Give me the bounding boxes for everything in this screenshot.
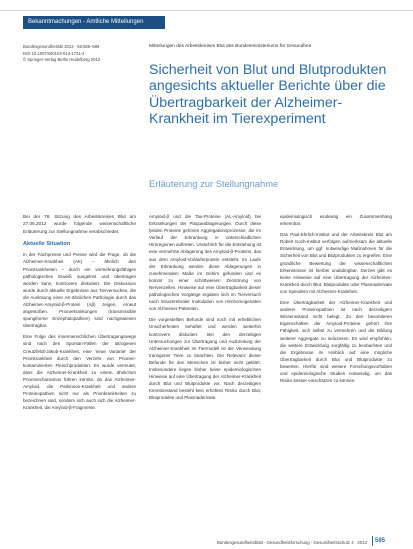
- journal-footer: Bundesgesundheitsblatt - Gesundheitsforschung - Gesundheitsschutz 4 · 2013: [216, 540, 367, 545]
- top-rule: [0, 0, 413, 11]
- section-heading: Aktuelle Situation: [23, 241, 71, 248]
- article-meta: [23, 44, 131, 64]
- document-header: Mitteilungen des Arbeitskreises Blut des Bundesministeriums für Gesundheit: [149, 44, 312, 49]
- body-paragraph: Das Paul-Ehrlich-Institut und der Arbeitskreis Blut am Robert Koch-Institut verfolgen aufmerksam die aktuelle Entwicklung, um ggf. notwendige Maßnahmen für die Sicherheit von Blut und Blutprodukten zu ergreifen. Eine gründliche Bewertung der wissenschaftlichen Erkenntnisse ist hierbei unabdingbar. Derzeit gibt es keine Hinweise auf eine Übertragung der Alzheimer-Krankheit durch Blut, Blutprodukte oder Plasmaderivate von Spendern mit Alzheimer-Krankheit.: [280, 232, 392, 294]
- body-paragraph: Amyloid-β und die Tau-Proteine (AL-Amyloid) bei Erkrankungen der Plaqueablagerungen. Durch diese beiden Proteine gehören Aggregationsprozesse, die im Verlauf der Erkrankung in unterschiedlichen Hirnregionen auftreten. Ursächlich für die Entstehung ist eine vermehrte Ablagerung des Amyloid-β-Proteins, das aus dem Amyloid-Vorläuferprotein entsteht. Im Laufe der Erkrankung werden diese Ablagerungen in zunehmendem Maße im Gehirn gefunden und es kommt zu einer schrittweisen Zerstörung von Nervenzellen. Hinweise auf eine Übertragbarkeit dieser pathologischen Vorgänge ergaben sich im Tierversuch nach intrazerebraler Inokulation von Hirnhomogenaten von Alzheimer-Patienten.: [149, 214, 261, 312]
- text-column-3: [280, 213, 392, 531]
- article-subtitle: Erläuterung zur Stellungnahme: [149, 178, 279, 189]
- footer-divider: [372, 536, 373, 546]
- intro-paragraph: Bei der 78. Sitzung des Arbeitskreises Blut am 27.06.2012 wurde folgende wissenschaftliche Erläuterung zur Stellungnahme verabschiedet.: [23, 214, 136, 234]
- section-tag: Bekanntmachungen - Amtliche Mitteilungen: [23, 16, 165, 29]
- meta-copyright: © Springer-Verlag Berlin Heidelberg 2013: [23, 57, 101, 63]
- meta-citation: Bundesgesundheitsbl 2013 · 56:585–589: [23, 44, 100, 49]
- body-paragraph: In der Fachpresse und Presse wird die Frage, ob die Alzheimer-Krankheit (AK) – ähnlich den Prionkrankheiten – durch ein vermehrungsfähiges pathologisches Eiweiß ausgelöst und übertragen werden kann, kontrovers diskutiert. Die Diskussion wurde durch aktuelle Ergebnisse aus Tierversuchen, die die Auslösung einer AK-ähnlichen Pathologie durch das Alzheimer-Amyloid-β-Protein (Aβ) zeigen, erneut angestoßen. Prionerkrankungen (transmissible spongiforme Enzephalopathien) sind nachgewiesen übertragbar.: [23, 252, 136, 329]
- article-title: Sicherheit von Blut und Blutprodukten angesichts aktueller Berichte über die Übertragbarkeit der Alzheimer-Krankheit im Tierexperiment: [149, 62, 387, 128]
- page-number: 585: [375, 538, 386, 544]
- body-paragraph: Die vorgestellten Befunde sind noch mit erheblichen Unsicherheiten behaftet und werden weiterhin kontrovers diskutiert. Bei den derzeitigen Untersuchungen zur Übertragung und Ausbreitung der Alzheimer-Krankheit im Tiermodell ist die Verwendung transgener Tiere zu beachten. Die Relevanz dieser Befunde für den Menschen ist bisher nicht geklärt. Insbesondere liegen bisher keine epidemiologischen Hinweise auf eine Übertragung der Alzheimer-Krankheit durch Blut und Blutprodukte vor. Nach derzeitigem Kenntnisstand besteht kein erhöhtes Risiko durch Blut, Blutprodukte und Plasmaderivate.: [149, 317, 261, 401]
- page-footer: [0, 534, 413, 549]
- meta-doi: DOI 10.1007/s00103-013-1741-4: [23, 50, 85, 56]
- body-paragraph: Eine Folge des innermenschlichen Übertragungswegs sind nach den Spontan-Fällen der iatrogenen Creutzfeldt-Jakob-Krankheit, eine 'neue Variante' der Prionkrankheit durch den Verzehr von Prionen-kontaminierten Fleischprodukten. Es wurde vermutet, dass die Alzheimer-Krankheit zu einem ähnlichen Prionmechanismus führen könnte, da das Alzheimer-Amyloid, die Parkinson-Krankheit und andere Proteinopathien nicht nur als Prionkrankheiten zu bezeichnen sind, sondern sich auch sich die Alzheimer-Krankheit, die Amyloid-β-Fragmente.: [23, 334, 136, 411]
- body-paragraph: Eine Übertragbarkeit der Alzheimer-Krankheit und anderer Proteinopathien ist nach derzeitigem Wissensstand nicht belegt. Zu den besonderen Eigenschaften der Amyloid-Proteine gehört ihre Fähigkeit, sich selbst zu vermehren und die Bildung weiterer Aggregate zu induzieren. Es wird empfohlen, die weitere Entwicklung sorgfältig zu beobachten und die Ergebnisse im Hinblick auf eine mögliche Übertragbarkeit durch Blut und Blutprodukte zu bewerten. Hierfür sind weitere Forschungsvorhaben und epidemiologische Studien notwendig, um das Risiko besser einschätzen zu können.: [280, 300, 392, 384]
- body-paragraph: epidemiologisch eindeutig ein Zusammenhang erkennbar.: [280, 214, 392, 227]
- text-column-1: [23, 213, 136, 531]
- text-column-2: [149, 213, 261, 531]
